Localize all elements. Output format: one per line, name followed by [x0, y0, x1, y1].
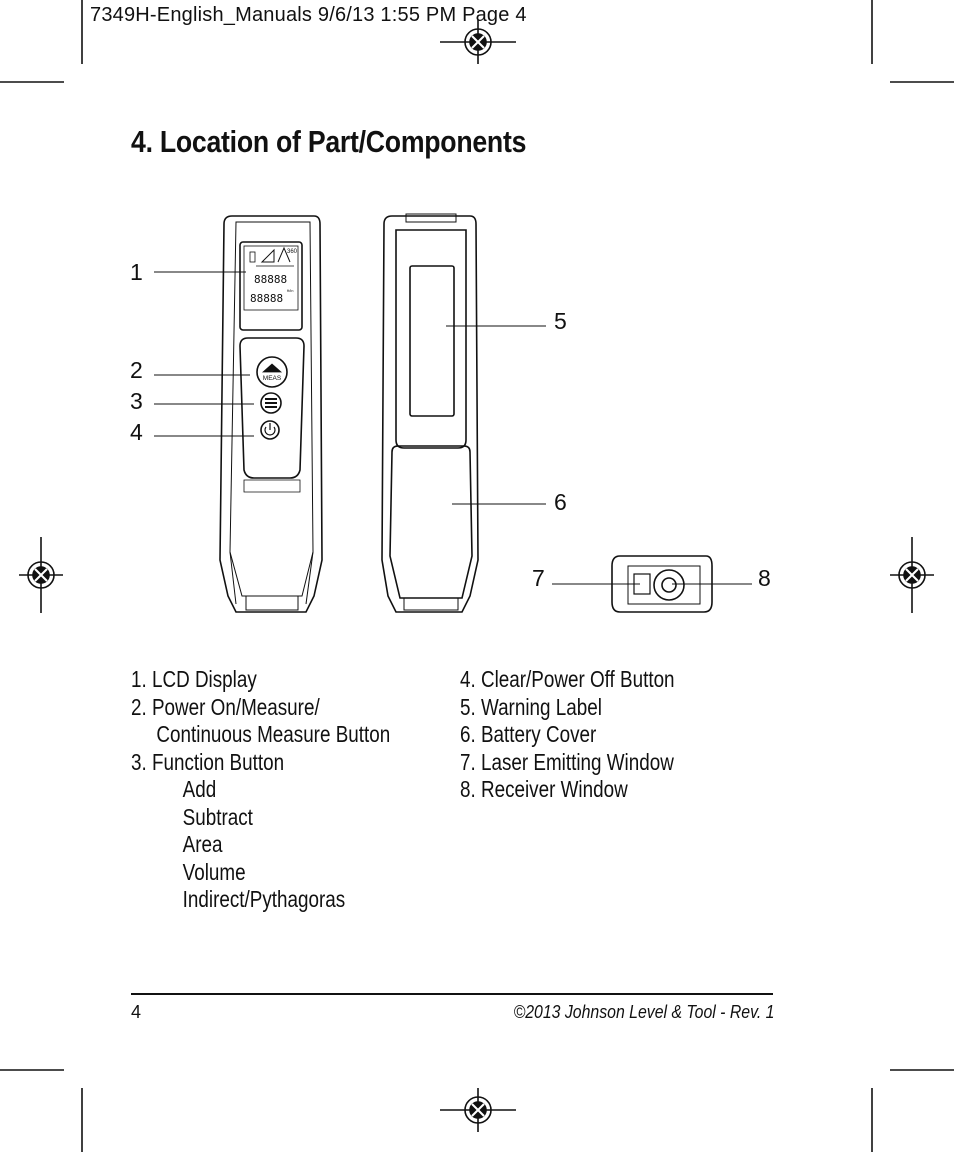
page-number: 4 [131, 1002, 142, 1022]
callout-3: 3 [130, 388, 143, 414]
list-item: 1. LCD Display [131, 666, 257, 692]
print-slug: 7349H-English_Manuals 9/6/13 1:55 PM Page 4 [90, 4, 527, 26]
callout-4: 4 [130, 419, 143, 445]
callout-1: 1 [130, 259, 143, 285]
lcd-unit: ft/in [287, 288, 294, 293]
list-item: 3. Function Button [131, 748, 285, 775]
parts-list-right [460, 666, 675, 804]
list-item: Continuous Measure Button [156, 721, 391, 747]
callout-2: 2 [130, 357, 143, 383]
registration-mark-left [19, 537, 63, 613]
list-item: Area [182, 831, 223, 857]
list-item: 7. Laser Emitting Window [460, 748, 674, 775]
callout-8: 8 [758, 565, 771, 591]
registration-mark-right [890, 537, 934, 613]
list-item: Add [182, 776, 217, 802]
callout-5: 5 [554, 308, 567, 334]
meas-label: MEAS [262, 375, 282, 382]
list-item: 4. Clear/Power Off Button [460, 666, 675, 692]
list-item: Subtract [182, 803, 253, 830]
list-item: 5. Warning Label [460, 693, 602, 720]
list-item: 6. Battery Cover [460, 721, 597, 747]
list-item: 8. Receiver Window [460, 776, 628, 802]
device-back-view [382, 214, 478, 612]
lcd-badge: 360 [286, 249, 298, 255]
parts-list-left [131, 666, 390, 914]
callout-7: 7 [532, 565, 545, 591]
copyright: ©2013 Johnson Level & Tool - Rev. 1 [513, 1002, 774, 1022]
list-item: 2. Power On/Measure/ [131, 693, 320, 720]
lcd-digits-bottom: 88888 [250, 292, 284, 305]
lcd-digits-top: 88888 [254, 273, 288, 286]
leader-lines [154, 272, 752, 584]
page-title: 4. Location of Part/Components [131, 124, 527, 159]
registration-mark-top [440, 20, 516, 64]
list-item: Indirect/Pythagoras [182, 886, 346, 912]
list-item: Volume [182, 858, 246, 885]
callout-6: 6 [554, 489, 567, 515]
footer-rule [131, 993, 773, 995]
registration-mark-bottom [440, 1088, 516, 1132]
